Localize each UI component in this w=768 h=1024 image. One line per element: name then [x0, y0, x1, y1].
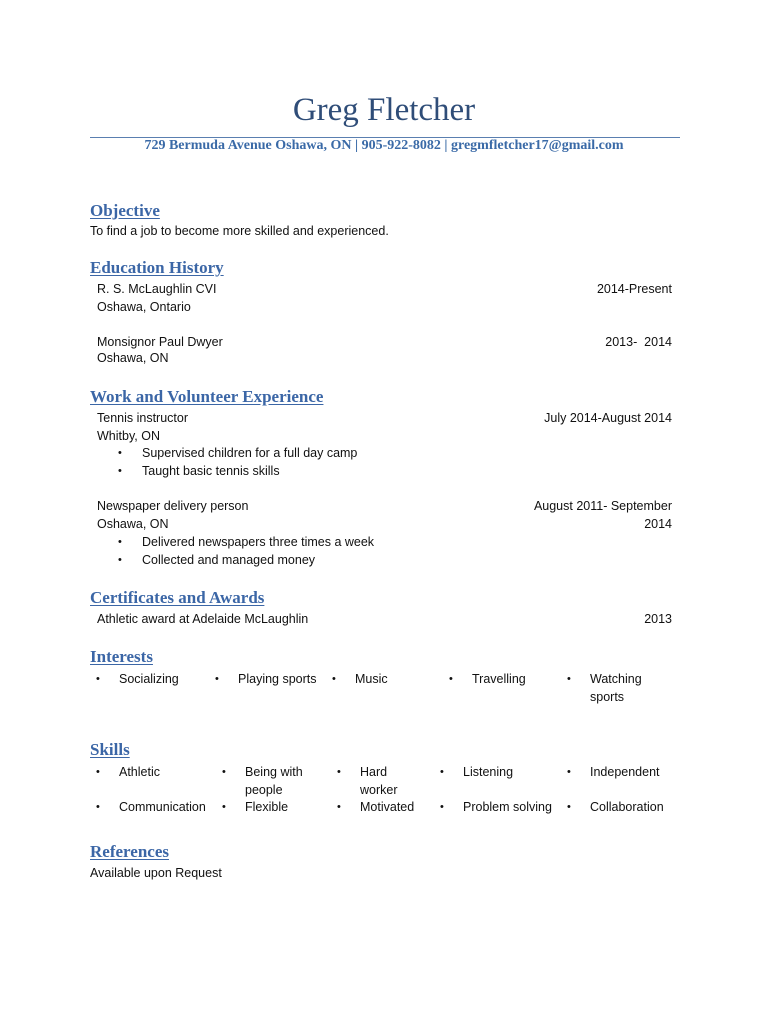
bullet-icon: •	[118, 447, 122, 459]
skill-item: Listening	[463, 765, 514, 779]
award-text: Athletic award at Adelaide McLaughlin	[97, 612, 309, 626]
job-bullet: Delivered newspapers three times a week	[142, 535, 375, 549]
education-location: Oshawa, ON	[97, 351, 169, 365]
job-bullet: Collected and managed money	[142, 553, 316, 567]
contact-line: 729 Bermuda Avenue Oshawa, ON | 905-922-8082 | gregmfletcher17@gmail.com	[144, 138, 624, 153]
bullet-icon: •	[118, 536, 122, 548]
interest-item: Socializing	[119, 672, 179, 686]
interests-heading: Interests	[90, 647, 153, 666]
skill-item: Collaboration	[590, 800, 664, 814]
bullet-icon: •	[96, 801, 100, 813]
job-dates: August 2011- September	[533, 499, 672, 513]
skill-item: Independent	[590, 765, 660, 779]
award-year: 2013	[644, 612, 672, 626]
skill-item: Hard worker	[360, 765, 398, 797]
objective-text: To find a job to become more skilled and experienced.	[90, 224, 389, 238]
bullet-icon: •	[118, 554, 122, 566]
skills-heading: Skills	[90, 740, 130, 759]
job-bullet: Taught basic tennis skills	[142, 464, 280, 478]
bullet-icon: •	[567, 801, 571, 813]
education-location: Oshawa, Ontario	[97, 300, 191, 314]
job-dates: July 2014-August 2014	[544, 411, 672, 425]
interest-item: Music	[355, 672, 388, 686]
education-heading: Education History	[90, 258, 224, 277]
education-dates: 2013- 2014	[605, 335, 672, 349]
bullet-icon: •	[567, 766, 571, 778]
references-heading: References	[90, 842, 169, 861]
bullet-icon: •	[440, 766, 444, 778]
resume-name: Greg Fletcher	[292, 92, 476, 128]
job-bullet: Supervised children for a full day camp	[142, 446, 358, 460]
interest-item: Playing sports	[238, 672, 317, 686]
education-school: R. S. McLaughlin CVI	[97, 282, 217, 296]
bullet-icon: •	[222, 801, 226, 813]
skill-item: Motivated	[360, 800, 415, 814]
bullet-icon: •	[215, 673, 219, 685]
skill-item: Being with people	[245, 765, 303, 797]
job-title: Tennis instructor	[97, 411, 189, 425]
bullet-icon: •	[449, 673, 453, 685]
bullet-icon: •	[118, 465, 122, 477]
bullet-icon: •	[337, 801, 341, 813]
interest-item: Watching sports	[590, 672, 642, 704]
education-dates: 2014-Present	[596, 282, 672, 296]
skill-item: Athletic	[119, 765, 160, 779]
job-title: Newspaper delivery person	[97, 499, 249, 513]
objective-heading: Objective	[90, 201, 160, 220]
bullet-icon: •	[222, 766, 226, 778]
interest-item: Travelling	[472, 672, 526, 686]
bullet-icon: •	[337, 766, 341, 778]
certificates-heading: Certificates and Awards	[90, 588, 265, 607]
bullet-icon: •	[567, 673, 571, 685]
job-location: Oshawa, ON	[97, 517, 169, 531]
skill-item: Problem solving	[463, 800, 552, 814]
references-text: Available upon Request	[90, 866, 222, 880]
job-dates-continued: 2014	[644, 517, 672, 531]
skill-item: Communication	[119, 800, 206, 814]
work-heading: Work and Volunteer Experience	[90, 387, 324, 406]
bullet-icon: •	[440, 801, 444, 813]
bullet-icon: •	[96, 766, 100, 778]
education-school: Monsignor Paul Dwyer	[97, 335, 223, 349]
bullet-icon: •	[332, 673, 336, 685]
job-location: Whitby, ON	[97, 429, 160, 443]
bullet-icon: •	[96, 673, 100, 685]
skill-item: Flexible	[245, 800, 289, 814]
